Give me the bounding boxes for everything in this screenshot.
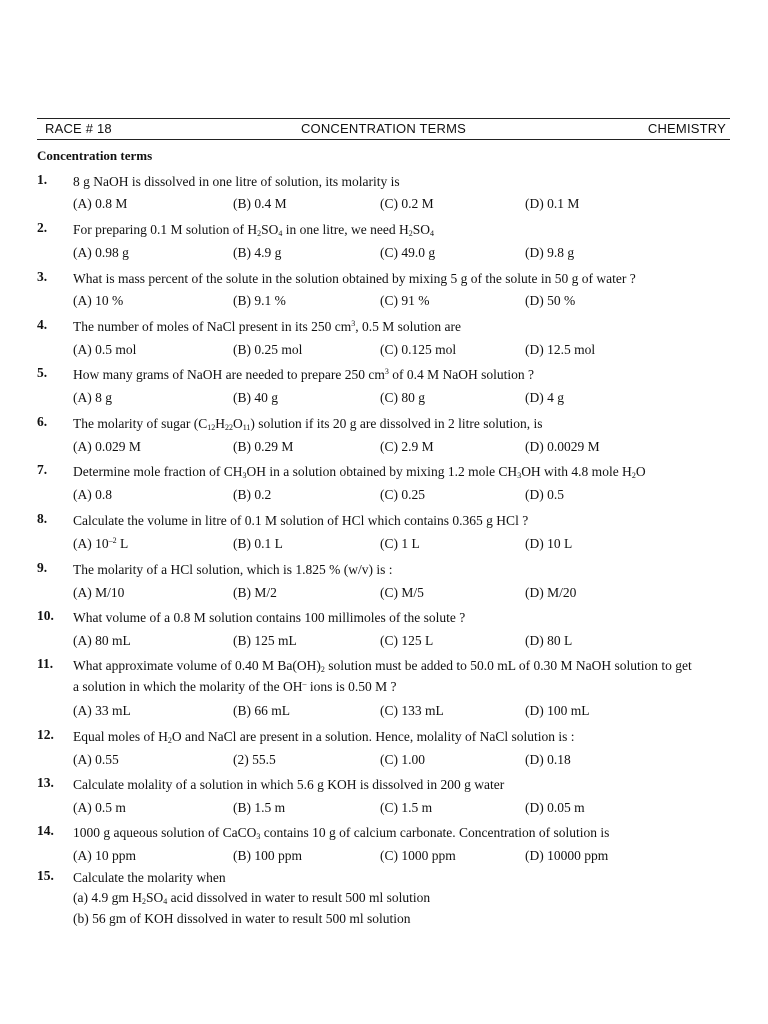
option-c[interactable]: (C) 1 L: [380, 536, 420, 551]
question-number: 15.: [37, 868, 54, 883]
option-b[interactable]: (B) 1.5 m: [233, 800, 286, 815]
option-d[interactable]: (D) 0.0029 M: [525, 439, 600, 454]
options-row: [73, 633, 693, 651]
option-d[interactable]: (D) 0.5: [525, 487, 564, 502]
option-a[interactable]: (A) 0.8 M: [73, 196, 128, 211]
option-c[interactable]: (C) 133 mL: [380, 703, 444, 718]
options-row: [73, 196, 693, 214]
option-c[interactable]: (C) M/5: [380, 585, 424, 600]
question-number: 13.: [37, 775, 54, 790]
option-c[interactable]: (C) 91 %: [380, 293, 430, 308]
sub-question-a: (a) 4.9 gm $H_2SO_4$ acid dissolved in water to result 500 ml solution: [73, 890, 431, 906]
option-b[interactable]: (B) 125 mL: [233, 633, 297, 648]
option-b[interactable]: (B) 0.4 M: [233, 196, 287, 211]
option-b[interactable]: (B) 40 g: [233, 390, 278, 405]
option-c[interactable]: (C) 2.9 M: [380, 439, 434, 454]
option-a[interactable]: (A) 0.98 g: [73, 245, 129, 260]
option-c[interactable]: (C) 0.2 M: [380, 196, 434, 211]
option-b[interactable]: (B) 0.1 L: [233, 536, 283, 551]
sub-question-b: (b) 56 gm of KOH dissolved in water to result 500 ml solution: [73, 911, 411, 926]
options-row: [73, 390, 693, 408]
option-b[interactable]: (B) 0.2: [233, 487, 272, 502]
option-a[interactable]: (A) 0.5 mol: [73, 342, 137, 357]
option-c[interactable]: (C) 125 L: [380, 633, 434, 648]
option-c[interactable]: (C) 0.25: [380, 487, 425, 502]
question-text: What is mass percent of the solute in the solution obtained by mixing 5 g of the solute in 50 g of water ?: [73, 271, 636, 286]
option-b[interactable]: (B) 4.9 g: [233, 245, 282, 260]
question-text: What approximate volume of 0.40 M $Ba(OH)_2$ solution must be added to 50.0 mL of 0.30 M NaOH solution to get a solution in which the molarity of the OH– ions is 0.50 M ?: [73, 658, 692, 694]
options-row: [73, 752, 693, 770]
question-number: 10.: [37, 608, 54, 623]
question-text: The molarity of a HCl solution, which is 1.825 % (w/v) is :: [73, 562, 393, 577]
subject-name: CHEMISTRY: [647, 121, 726, 136]
option-c[interactable]: (C) 1.5 m: [380, 800, 433, 815]
option-d[interactable]: (D) 10000 ppm: [525, 848, 609, 863]
option-c[interactable]: (C) 1000 ppm: [380, 848, 456, 863]
option-b[interactable]: (B) 9.1 %: [233, 293, 286, 308]
options-row: [73, 536, 693, 554]
question-number: 8.: [37, 511, 48, 526]
question-number: 3.: [37, 269, 48, 284]
option-a[interactable]: (A) 80 mL: [73, 633, 131, 648]
question-number: 6.: [37, 414, 48, 429]
option-d[interactable]: (D) 0.05 m: [525, 800, 585, 815]
option-d[interactable]: (D) 100 mL: [525, 703, 590, 718]
page-header: [37, 118, 730, 140]
question-number: 2.: [37, 220, 48, 235]
question-text: 1000 g aqueous solution of CaCO$_3$ contains 10 g of calcium carbonate. Concentration of solution is: [73, 825, 610, 841]
options-row: [73, 293, 693, 311]
option-b[interactable]: (B) 100 ppm: [233, 848, 302, 863]
question-text: Determine mole fraction of $CH_3OH$ in a solution obtained by mixing 1.2 mole $CH_3OH$ with 4.8 mole $H_2O$: [73, 464, 646, 480]
option-b[interactable]: (B) 0.25 mol: [233, 342, 303, 357]
option-a[interactable]: (A) 33 mL: [73, 703, 131, 718]
option-d[interactable]: (D) 4 g: [525, 390, 564, 405]
options-row: [73, 848, 693, 866]
question-text: Equal moles of $H_2O$ and NaCl are present in a solution. Hence, molality of NaCl solution is :: [73, 729, 575, 745]
options-row: [73, 800, 693, 818]
question-text: How many grams of NaOH are needed to prepare 250 $cm^3$ of 0.4 M NaOH solution ?: [73, 367, 535, 382]
question-number: 1.: [37, 172, 48, 187]
options-row: [73, 487, 693, 505]
option-b[interactable]: (B) 0.29 M: [233, 439, 294, 454]
question-text: The number of moles of NaCl present in its 250 $cm^3$, 0.5 M solution are: [73, 319, 461, 334]
options-row: [73, 245, 693, 263]
option-a[interactable]: (A) 0.8: [73, 487, 112, 502]
option-d[interactable]: (D) 12.5 mol: [525, 342, 596, 357]
option-c[interactable]: (C) 49.0 g: [380, 245, 436, 260]
option-c[interactable]: (C) 80 g: [380, 390, 425, 405]
option-a[interactable]: (A) 10 ppm: [73, 848, 136, 863]
question-text: For preparing 0.1 M solution of $H_2SO_4$ in one litre, we need $H_2SO_4$: [73, 222, 434, 238]
option-a[interactable]: (A) 0.029 M: [73, 439, 141, 454]
option-d[interactable]: (D) 10 L: [525, 536, 573, 551]
option-a[interactable]: (A) 0.55: [73, 752, 119, 767]
section-title: Concentration terms: [37, 148, 153, 163]
question-text: Calculate the molarity when: [73, 870, 226, 885]
options-row: [73, 342, 693, 360]
question-number: 12.: [37, 727, 54, 742]
option-b[interactable]: (2) 55.5: [233, 752, 276, 767]
option-a[interactable]: (A) 0.5 m: [73, 800, 126, 815]
option-d[interactable]: (D) 0.1 M: [525, 196, 580, 211]
question-text: Calculate the volume in litre of 0.1 M solution of HCl which contains 0.365 g HCl ?: [73, 513, 529, 528]
option-d[interactable]: (D) 0.18: [525, 752, 571, 767]
option-a[interactable]: (A) $10^{-2}$ L: [73, 536, 129, 551]
option-b[interactable]: (B) M/2: [233, 585, 277, 600]
option-d[interactable]: (D) 80 L: [525, 633, 573, 648]
question-text: What volume of a 0.8 M solution contains 100 millimoles of the solute ?: [73, 610, 466, 625]
question-number: 4.: [37, 317, 48, 332]
question-text: 8 g NaOH is dissolved in one litre of solution, its molarity is: [73, 174, 400, 189]
option-a[interactable]: (A) 8 g: [73, 390, 112, 405]
option-a[interactable]: (A) M/10: [73, 585, 125, 600]
option-c[interactable]: (C) 1.00: [380, 752, 425, 767]
question-number: 14.: [37, 823, 54, 838]
options-row: [73, 439, 693, 457]
option-d[interactable]: (D) M/20: [525, 585, 577, 600]
chapter-title: CONCENTRATION TERMS: [300, 121, 467, 136]
option-d[interactable]: (D) 9.8 g: [525, 245, 575, 260]
question-number: 7.: [37, 462, 48, 477]
option-c[interactable]: (C) 0.125 mol: [380, 342, 457, 357]
options-row: [73, 703, 693, 721]
question-number: 5.: [37, 365, 48, 380]
option-a[interactable]: (A) 10 %: [73, 293, 124, 308]
question-number: 11.: [37, 656, 54, 671]
option-d[interactable]: (D) 50 %: [525, 293, 576, 308]
question-number: 9.: [37, 560, 48, 575]
question-text: Calculate molality of a solution in which 5.6 g KOH is dissolved in 200 g water: [73, 777, 505, 792]
race-number: RACE # 18: [45, 121, 112, 136]
options-row: [73, 585, 693, 603]
option-b[interactable]: (B) 66 mL: [233, 703, 290, 718]
question-text: The molarity of sugar $(C_{12}H_{22}O_{11})$ solution if its 20 g are dissolved in 2 litre solution, is: [73, 416, 543, 432]
